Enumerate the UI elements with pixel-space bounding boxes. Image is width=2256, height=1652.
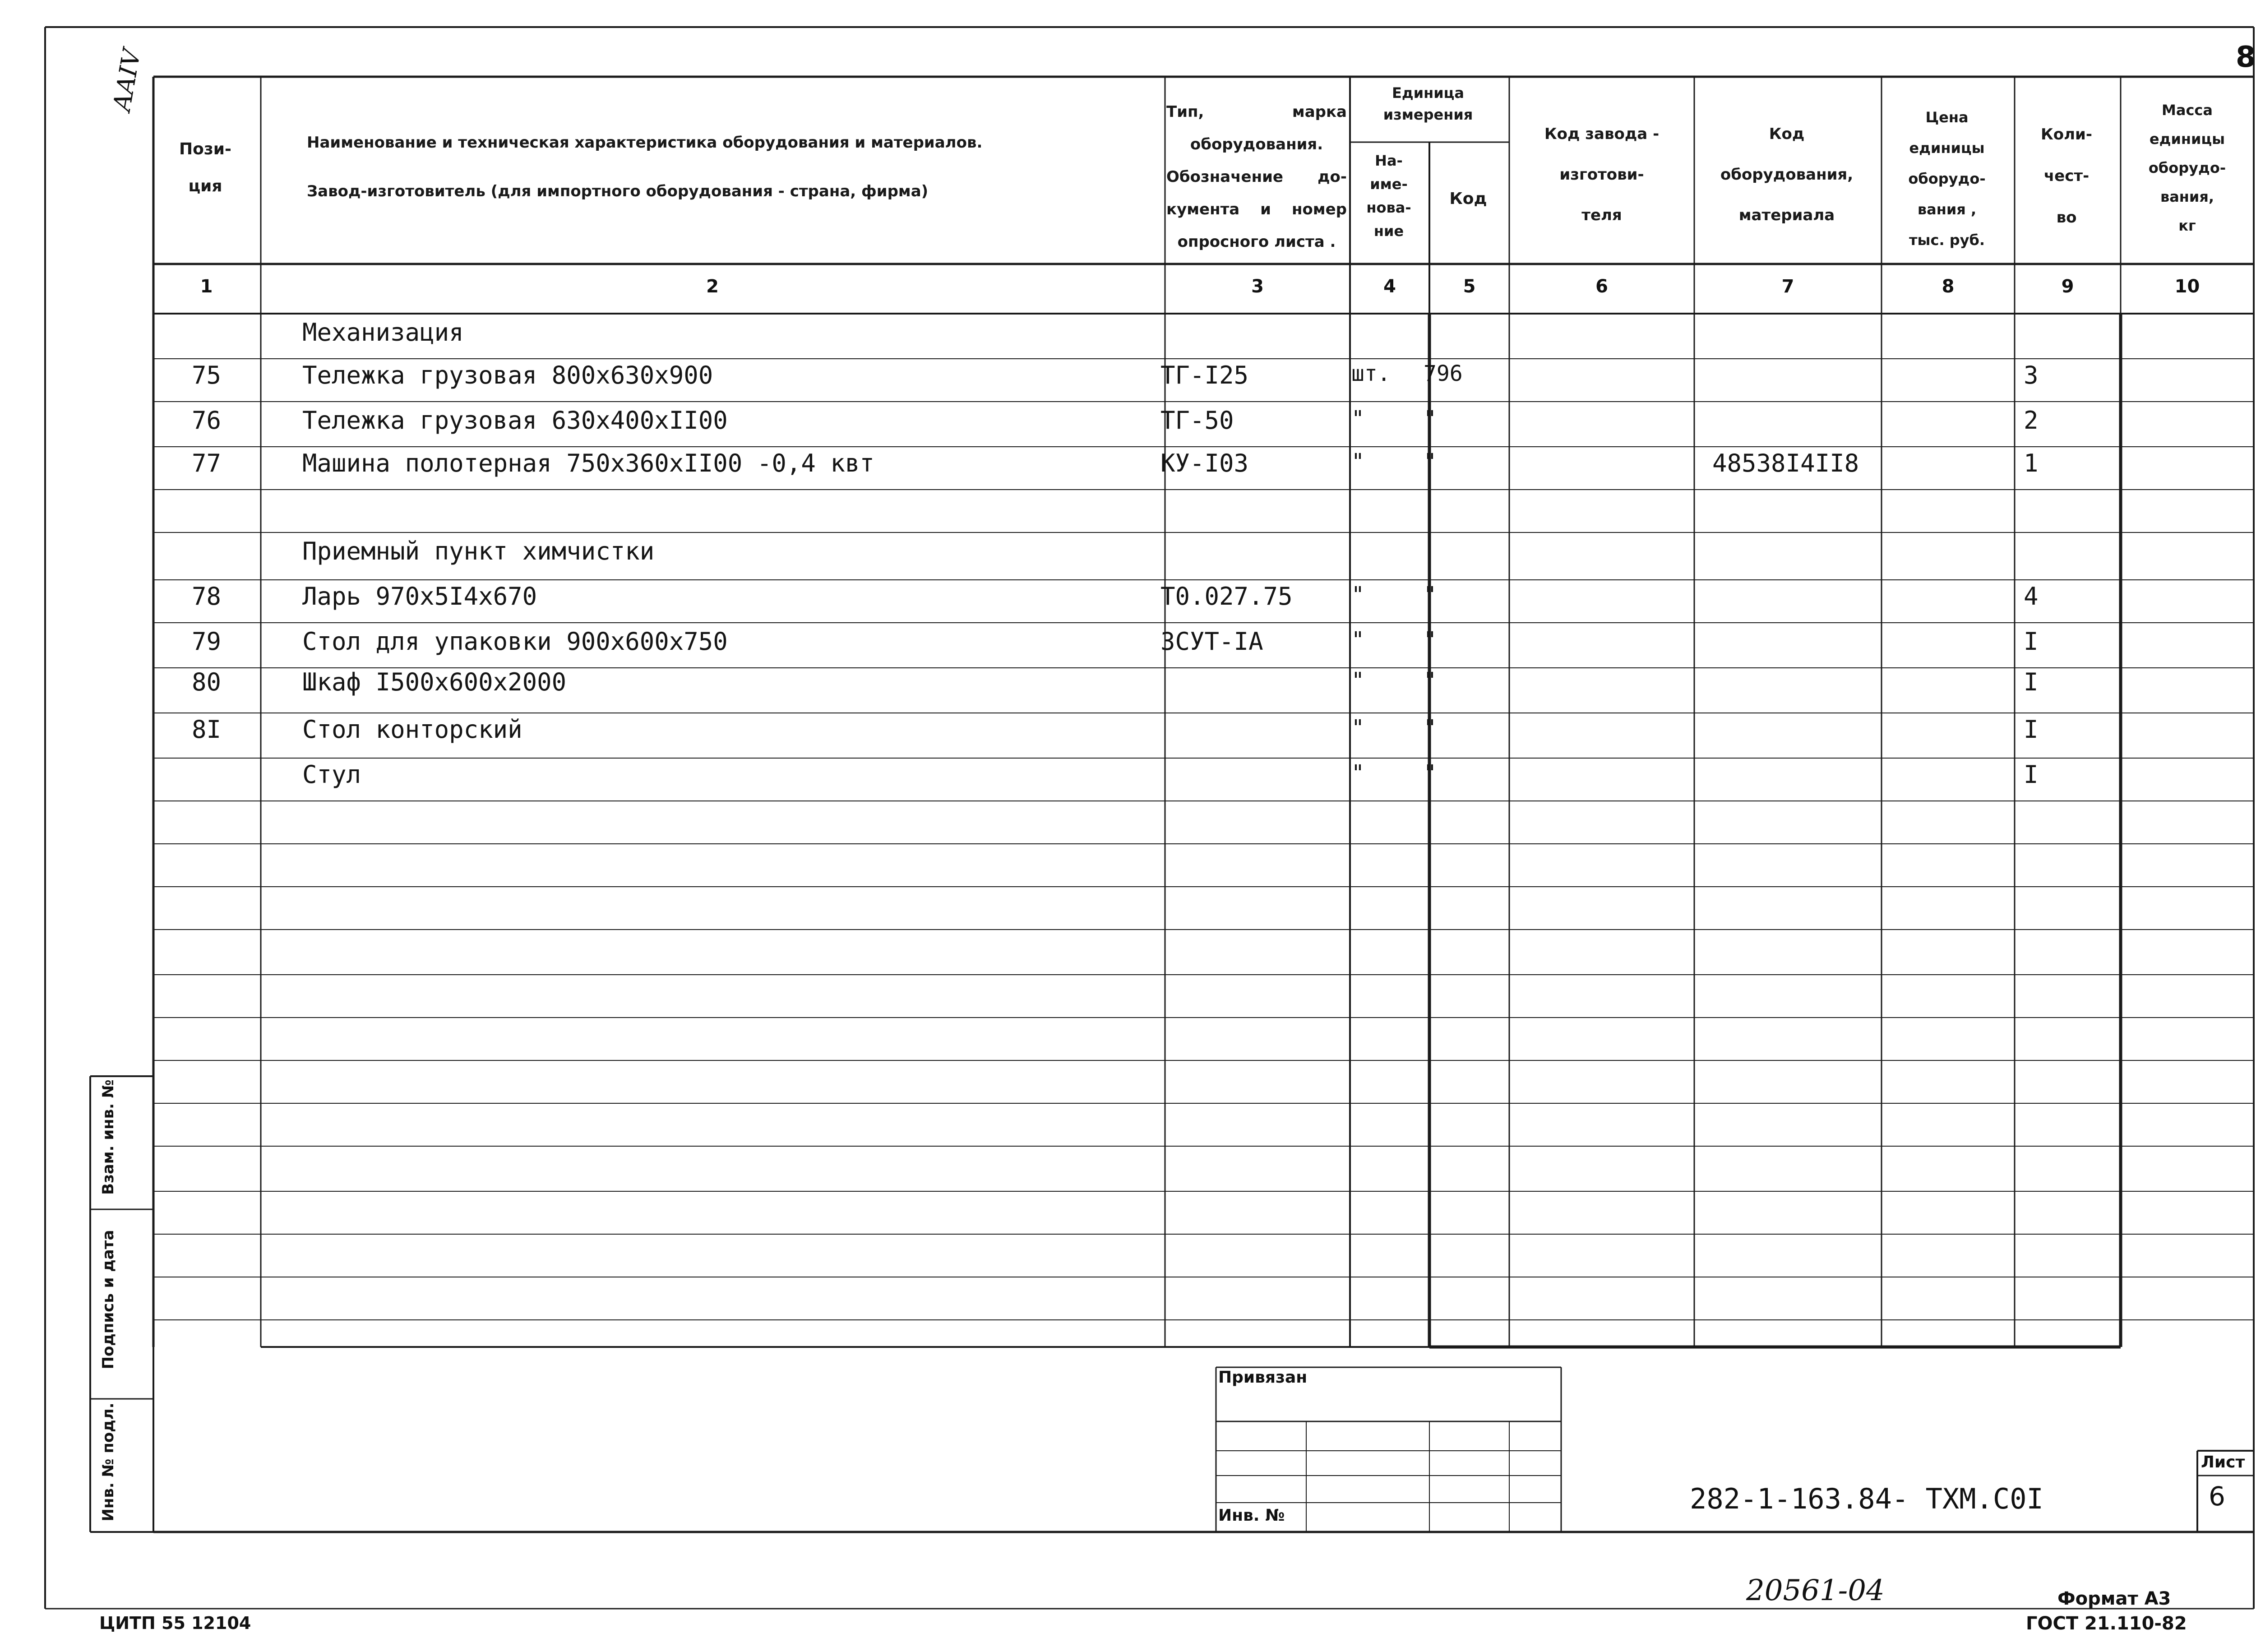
gost-label: ГОСТ 21.110-82	[2026, 1613, 2187, 1634]
cell-qty: 1	[2024, 449, 2039, 477]
format-label: Формат А3	[2057, 1588, 2171, 1609]
header-equipment-code: Код оборудования, материала	[1720, 125, 1854, 224]
side-stamp-inv-sub: Инв. № подл.	[99, 1402, 117, 1522]
cell-equip-code: 48538I4II8	[1712, 449, 1859, 477]
sheet-label: Лист	[2201, 1453, 2245, 1472]
column-number: 7	[1781, 276, 1794, 297]
cell-type: ТГ-I25	[1160, 361, 1249, 389]
cell-code: "	[1424, 582, 1437, 607]
cell-name: Тележка грузовая 800x630x900	[302, 361, 713, 389]
column-number: 9	[2061, 276, 2074, 297]
stamp-privyazan: Привязан	[1218, 1368, 1308, 1387]
cell-pos: 8I	[191, 715, 222, 744]
cell-pos: 79	[191, 627, 222, 656]
handwritten-number: 20561-04	[1746, 1574, 1885, 1607]
column-number: 4	[1383, 276, 1396, 297]
cell-unit: "	[1351, 760, 1364, 786]
cell-name: Ларь 970x5I4x670	[302, 582, 537, 611]
header-factory-code: Код завода - изготови- теля	[1544, 125, 1660, 224]
side-stamp-sign-date: Подпись и дата	[99, 1230, 117, 1370]
cell-unit: "	[1351, 406, 1364, 431]
column-number: 8	[1942, 276, 1955, 297]
cell-name: Тележка грузовая 630x400xII00	[302, 406, 728, 435]
cell-unit: "	[1351, 627, 1364, 652]
cell-type: КУ-I03	[1160, 449, 1249, 477]
header-unit-code: Код	[1449, 190, 1487, 208]
cell-qty: I	[2024, 760, 2039, 789]
cell-unit: "	[1351, 668, 1364, 693]
cell-type: ТГ-50	[1160, 406, 1234, 435]
corner-mark: AAIV	[107, 46, 147, 113]
footer-left-code: ЦИТП 55 12104	[99, 1613, 251, 1633]
header-quantity: Коли- чест- во	[2041, 125, 2092, 227]
cell-pos: 75	[191, 361, 222, 389]
header-name: Наименование и техническая характеристика оборудования и материалов. Завод-изготовитель (для импортного оборудования - страна, фирма)	[307, 134, 983, 200]
cell-name: Стул	[302, 760, 361, 789]
cell-code: "	[1424, 715, 1437, 740]
sheet-number: 6	[2209, 1481, 2225, 1512]
cell-name: Механизация	[302, 318, 464, 347]
cell-unit: "	[1351, 582, 1364, 607]
cell-qty: I	[2024, 715, 2039, 744]
cell-code: "	[1424, 760, 1437, 786]
stamp-inv-no: Инв. №	[1218, 1506, 1285, 1525]
header-price: Цена единицы оборудо- вания , тыс. руб.	[1908, 109, 1986, 249]
side-stamp-vzam-inv: Взам. инв. №	[99, 1079, 117, 1195]
column-number: 3	[1251, 276, 1264, 297]
column-number: 2	[706, 276, 719, 297]
cell-name: Машина полотерная 750x360xII00 -0,4 квт	[302, 449, 874, 477]
cell-code: "	[1424, 627, 1437, 652]
cell-code: "	[1424, 406, 1437, 431]
sheet-corner-number: 8	[2236, 41, 2256, 74]
cell-code: "	[1424, 668, 1437, 693]
cell-type: Т0.027.75	[1160, 582, 1293, 611]
header-type: Тип, марка оборудования. Обозначение до- кумента и номер опросного листа .	[1166, 103, 1347, 251]
cell-name: Приемный пункт химчистки	[302, 537, 655, 565]
cell-qty: 2	[2024, 406, 2039, 435]
cell-qty: 3	[2024, 361, 2039, 389]
cell-name: Стол конторский	[302, 715, 522, 744]
cell-qty: I	[2024, 627, 2039, 656]
cell-name: Стол для упаковки 900x600x750	[302, 627, 728, 656]
cell-name: Шкаф I500x600x2000	[302, 668, 567, 696]
header-mass: Масса единицы оборудо- вания, кг	[2148, 102, 2226, 234]
cell-qty: 4	[2024, 582, 2039, 611]
cell-pos: 78	[191, 582, 222, 611]
cell-pos: 76	[191, 406, 222, 435]
cell-unit: "	[1351, 715, 1364, 740]
column-number: 5	[1463, 276, 1476, 297]
cell-unit: "	[1351, 449, 1364, 474]
header-unit-name: На- име- нова- ние	[1366, 152, 1411, 240]
column-number: 10	[2174, 276, 2200, 297]
header-position: Пози- ция	[179, 140, 231, 195]
cell-type: ЗСУТ-IA	[1160, 627, 1263, 656]
cell-qty: I	[2024, 668, 2039, 696]
column-number: 1	[200, 276, 213, 297]
cell-unit: шт.	[1351, 361, 1391, 386]
cell-pos: 80	[191, 668, 222, 696]
cell-code: 796	[1424, 361, 1463, 386]
cell-pos: 77	[191, 449, 222, 477]
header-unit-group: Единица измерения	[1383, 84, 1473, 123]
column-number: 6	[1595, 276, 1608, 297]
document-code: 282-1-163.84- ТХМ.С0I	[1690, 1482, 2043, 1515]
cell-code: "	[1424, 449, 1437, 474]
